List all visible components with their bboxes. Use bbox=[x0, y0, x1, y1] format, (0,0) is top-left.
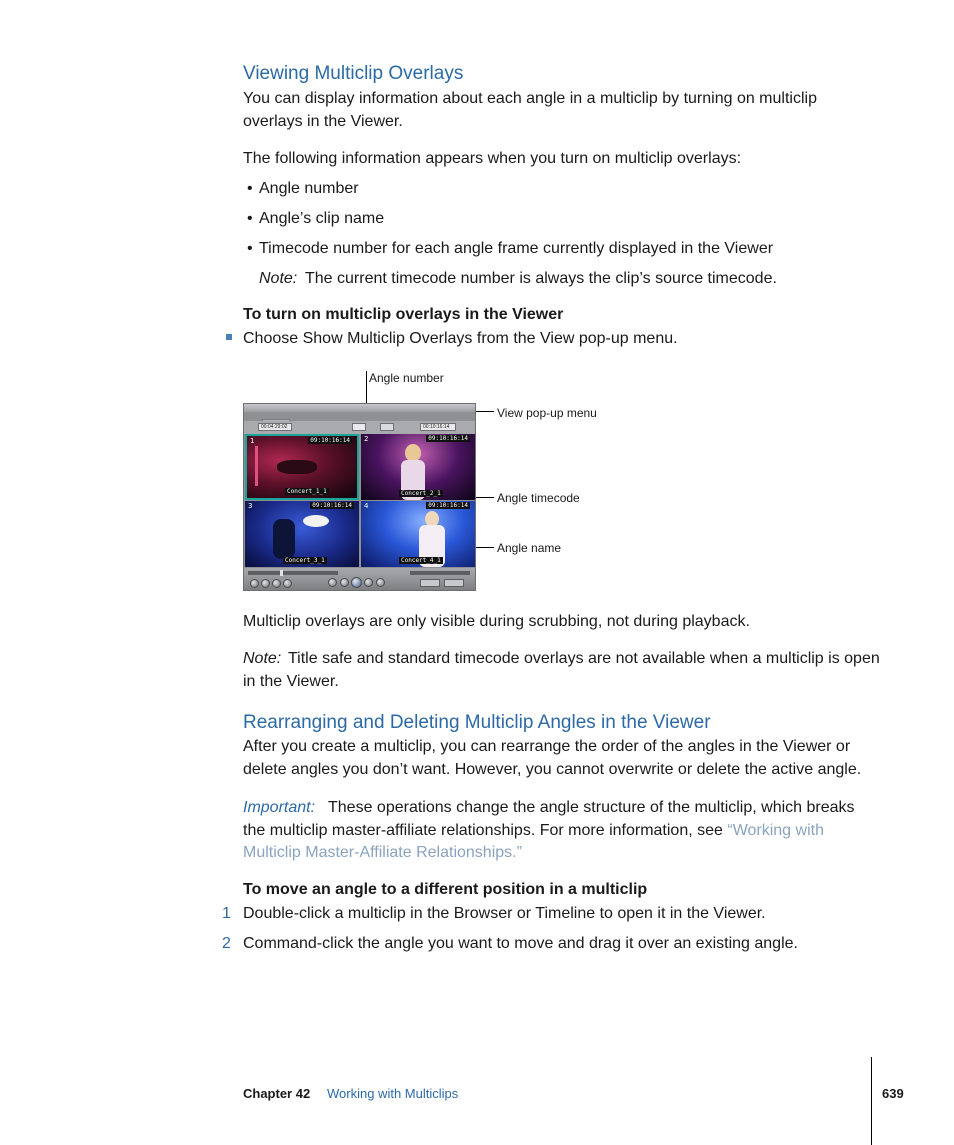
jog-control[interactable] bbox=[410, 571, 470, 575]
footer-divider bbox=[871, 1057, 872, 1145]
section2-paragraph-line2: delete angles you don’t want. However, you cannot overwrite or delete the active angle. bbox=[243, 761, 862, 778]
footer-chapter-title: Working with Multiclips bbox=[327, 1086, 459, 1101]
angle-1-frame[interactable] bbox=[245, 434, 359, 500]
step-number-2: 2 bbox=[222, 935, 231, 952]
viewer-titlebar bbox=[244, 404, 475, 412]
play-icon[interactable] bbox=[351, 577, 362, 588]
important-line1: These operations change the angle structure of the multiclip, which breaks bbox=[328, 799, 855, 816]
mark-in-icon[interactable] bbox=[250, 579, 259, 588]
angle-1-timecode: 09:10:16:14 bbox=[310, 437, 350, 444]
page-number: 639 bbox=[882, 1086, 904, 1101]
angle-3-number: 3 bbox=[248, 502, 253, 510]
important-label: Important: bbox=[243, 799, 316, 816]
section-heading-rearranging: Rearranging and Deleting Multiclip Angles in the Viewer bbox=[243, 712, 711, 733]
link-master-affiliate-part1[interactable]: “Working with bbox=[727, 822, 824, 839]
play-around-icon[interactable] bbox=[364, 578, 373, 587]
viewer-transport-controls bbox=[244, 568, 475, 591]
generator-button[interactable] bbox=[444, 579, 464, 587]
bullet-dot: • bbox=[247, 240, 253, 257]
link-master-affiliate-part2[interactable]: Multiclip Master-Affiliate Relationships.” bbox=[243, 844, 522, 861]
note-label: Note: bbox=[259, 270, 298, 287]
following-info-paragraph: The following information appears when you turn on multiclip overlays: bbox=[243, 150, 742, 167]
angle-4-timecode: 09:10:16:14 bbox=[428, 502, 468, 509]
section-heading-viewing-overlays: Viewing Multiclip Overlays bbox=[243, 63, 464, 84]
angle-2-name: Concert_2_1 bbox=[401, 490, 441, 497]
bullet-timecode: Timecode number for each angle frame currently displayed in the Viewer bbox=[259, 240, 774, 257]
angle-1-number: 1 bbox=[250, 437, 255, 445]
viewer-tabs bbox=[246, 413, 328, 421]
add-marker-icon[interactable] bbox=[283, 579, 292, 588]
step-text-2: Command-click the angle you want to move and drag it over an existing angle. bbox=[243, 935, 798, 952]
task-label-turn-on-overlays: To turn on multiclip overlays in the Viewer bbox=[243, 306, 564, 323]
angle-4-number: 4 bbox=[364, 502, 369, 510]
next-edit-icon[interactable] bbox=[376, 578, 385, 587]
mark-clip-icon[interactable] bbox=[272, 579, 281, 588]
scrubbing-paragraph: Multiclip overlays are only visible during scrubbing, not during playback. bbox=[243, 613, 750, 630]
note-text: The current timecode number is always the clip’s source timecode. bbox=[305, 270, 777, 287]
important-line2-text: the multiclip master-affiliate relationships. For more information, see bbox=[243, 822, 723, 839]
playhead-icon[interactable] bbox=[280, 570, 283, 576]
bullet-dot: • bbox=[247, 210, 253, 227]
step-square-icon bbox=[226, 334, 232, 340]
mark-out-icon[interactable] bbox=[261, 579, 270, 588]
footer-chapter-number: Chapter 42 bbox=[243, 1086, 311, 1101]
angle-2-frame[interactable] bbox=[361, 434, 475, 500]
note2-line2: in the Viewer. bbox=[243, 673, 339, 690]
callout-view-popup-menu: View pop-up menu bbox=[497, 406, 597, 420]
angle-2-number: 2 bbox=[364, 435, 369, 443]
zoom-popup[interactable] bbox=[352, 423, 366, 431]
intro-paragraph-line1: You can display information about each angle in a multiclip by turning on multiclip bbox=[243, 90, 817, 107]
callout-angle-timecode: Angle timecode bbox=[497, 491, 580, 505]
task-step-choose: Choose Show Multiclip Overlays from the View pop-up menu. bbox=[243, 330, 678, 347]
step-number-1: 1 bbox=[222, 905, 231, 922]
step-text-1: Double-click a multiclip in the Browser or Timeline to open it in the Viewer. bbox=[243, 905, 766, 922]
intro-paragraph-line2: overlays in the Viewer. bbox=[243, 113, 403, 130]
angle-4-frame[interactable] bbox=[361, 501, 475, 567]
timecode-duration-field[interactable]: 00:04:29:02 bbox=[258, 423, 292, 431]
angle-4-name: Concert_4_1 bbox=[401, 557, 441, 564]
angle-1-name: Concert_1_1 bbox=[287, 488, 327, 495]
viewer-window-screenshot bbox=[243, 403, 476, 591]
bullet-clip-name: Angle’s clip name bbox=[259, 210, 385, 227]
bullet-angle-number: Angle number bbox=[259, 180, 359, 197]
note2-line1: Title safe and standard timecode overlays are not available when a multiclip is open bbox=[288, 650, 880, 667]
view-popup-menu[interactable] bbox=[380, 423, 394, 431]
section2-paragraph-line1: After you create a multiclip, you can rearrange the order of the angles in the Viewer or bbox=[243, 738, 851, 755]
task-label-move-angle: To move an angle to a different position in a multiclip bbox=[243, 881, 648, 898]
angle-2-timecode: 09:10:16:14 bbox=[428, 435, 468, 442]
angle-3-timecode: 09:10:16:14 bbox=[312, 502, 352, 509]
prev-edit-icon[interactable] bbox=[328, 578, 337, 587]
angle-3-name: Concert_3_1 bbox=[285, 557, 325, 564]
play-in-out-icon[interactable] bbox=[340, 578, 349, 587]
callout-angle-name: Angle name bbox=[497, 541, 562, 555]
callout-angle-number: Angle number bbox=[369, 371, 444, 385]
match-frame-button[interactable] bbox=[420, 579, 440, 587]
note2-label: Note: bbox=[243, 650, 282, 667]
angle-3-frame[interactable] bbox=[245, 501, 359, 567]
viewer-toolbar bbox=[244, 421, 475, 434]
timecode-current-field[interactable]: 00:10:16:14 bbox=[420, 423, 456, 431]
important-line2 bbox=[243, 819, 824, 842]
bullet-dot: • bbox=[247, 180, 253, 197]
scrubber-bar[interactable] bbox=[248, 571, 338, 575]
